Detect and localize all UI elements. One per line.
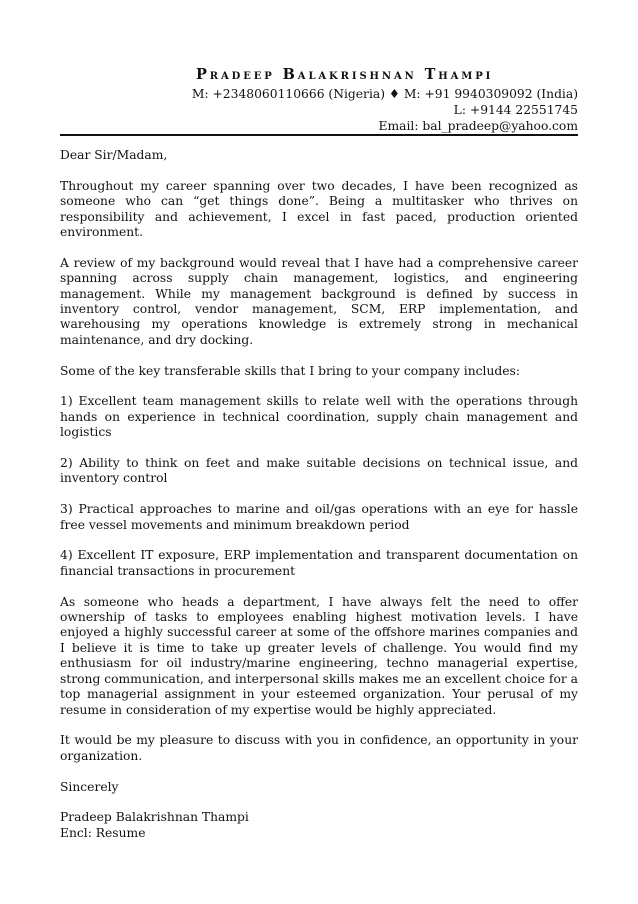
- skill-item: 3) Practical approaches to marine and oil/gas operations with an eye for hassle free vessel movements and minimum breakdown period: [60, 502, 578, 532]
- signature-block: [60, 810, 578, 841]
- letter-body: [60, 148, 578, 841]
- skill-item: 4) Excellent IT exposure, ERP implementation and transparent documentation on financial transactions in procurement: [60, 548, 578, 578]
- paragraph-intro: Throughout my career spanning over two decades, I have been recognized as someone who can “get things done”. Being a multitasker who thrives on responsibility and achievement, I excel in fast paced, production oriented environment.: [60, 178, 578, 240]
- contact-landline: L: +9144 22551745: [453, 103, 578, 117]
- paragraph-closing: It would be my pleasure to discuss with you in confidence, an opportunity in your organization.: [60, 733, 578, 763]
- salutation: Dear Sir/Madam,: [60, 148, 168, 162]
- skills-intro: Some of the key transferable skills that I bring to your company includes:: [60, 363, 520, 378]
- contact-email: Email: bal_pradeep@yahoo.com: [378, 119, 578, 133]
- skill-item: 2) Ability to think on feet and make suitable decisions on technical issue, and inventory control: [60, 456, 578, 486]
- skill-item: 1) Excellent team management skills to relate well with the operations through hands on experience in technical coordination, supply chain management and logistics: [60, 394, 578, 440]
- paragraph-background: A review of my background would reveal that I have had a comprehensive career spanning across supply chain management, logistics, and engineering management. While my management background is defined by success in inventory control, vendor management, SCM, ERP implementation, and warehousing my operations knowledge is extremely strong in mechanical maintenance, and dry docking.: [60, 255, 578, 347]
- paragraph-department: As someone who heads a department, I have always felt the need to offer ownership of tasks to employees enabling highest motivation levels. I have enjoyed a highly successful career at some of the offshore marines companies and I believe it is time to take up greater levels of challenge. You would find my enthusiasm for oil industry/marine engineering, techno managerial expertise, strong communication, and interpersonal skills makes me an excellent choice for a top managerial assignment in your esteemed organization. Your perusal of my resume in consideration of my expertise would be highly appreciated.: [60, 594, 578, 717]
- contact-mobile: M: +2348060110666 (Nigeria) ♦ M: +91 9940309092 (India): [191, 87, 578, 101]
- contact-block: [192, 86, 578, 134]
- header-divider: [60, 134, 578, 136]
- applicant-name: Pradeep Balakrishnan Thampi: [196, 66, 494, 83]
- signature-name: Pradeep Balakrishnan Thampi: [60, 810, 249, 825]
- enclosure-note: Encl: Resume: [60, 825, 146, 840]
- closing: Sincerely: [60, 779, 119, 794]
